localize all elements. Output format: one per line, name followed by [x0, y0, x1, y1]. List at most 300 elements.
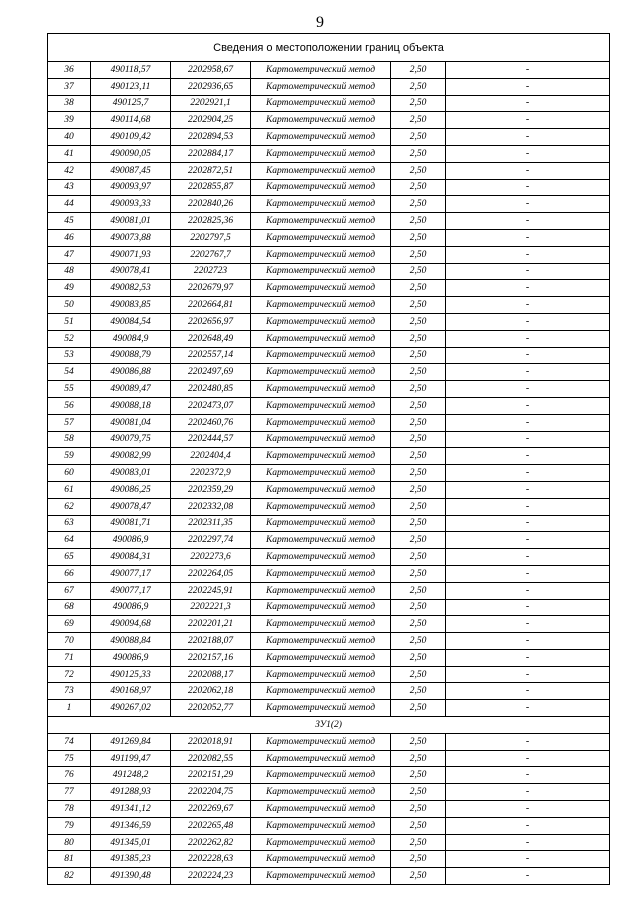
- method-cell: Картометрический метод: [251, 145, 391, 162]
- method-cell: Картометрический метод: [251, 162, 391, 179]
- coordinate-y: 2202884,17: [171, 145, 251, 162]
- point-number: 60: [48, 465, 91, 482]
- coordinate-y: 2202921,1: [171, 95, 251, 112]
- coordinate-y: 2202052,77: [171, 700, 251, 717]
- table-row: [48, 397, 610, 414]
- table-row: [48, 784, 610, 801]
- table-row: [48, 683, 610, 700]
- accuracy-cell: 2,50: [391, 733, 446, 750]
- description-cell: -: [446, 481, 610, 498]
- table-row: [48, 465, 610, 482]
- table-row: [48, 582, 610, 599]
- point-number: 69: [48, 616, 91, 633]
- point-number: 49: [48, 280, 91, 297]
- point-number: 73: [48, 683, 91, 700]
- accuracy-cell: 2,50: [391, 179, 446, 196]
- coordinate-y: 2202894,53: [171, 129, 251, 146]
- point-number: 77: [48, 784, 91, 801]
- description-cell: -: [446, 196, 610, 213]
- table-row: [48, 666, 610, 683]
- accuracy-cell: 2,50: [391, 851, 446, 868]
- description-cell: -: [446, 465, 610, 482]
- coordinate-y: 2202767,7: [171, 246, 251, 263]
- table-row: [48, 616, 610, 633]
- coordinate-x: 490093,97: [91, 179, 171, 196]
- coordinate-x: 491341,12: [91, 801, 171, 818]
- point-number: 68: [48, 599, 91, 616]
- coordinate-x: 490083,01: [91, 465, 171, 482]
- description-cell: -: [446, 364, 610, 381]
- coordinate-x: 490109,42: [91, 129, 171, 146]
- method-cell: Картометрический метод: [251, 229, 391, 246]
- coordinate-y: 2202264,05: [171, 565, 251, 582]
- accuracy-cell: 2,50: [391, 280, 446, 297]
- method-cell: Картометрический метод: [251, 330, 391, 347]
- coordinate-x: 490125,7: [91, 95, 171, 112]
- description-cell: -: [446, 381, 610, 398]
- coordinate-y: 2202332,08: [171, 498, 251, 515]
- description-cell: -: [446, 95, 610, 112]
- point-number: 41: [48, 145, 91, 162]
- coordinate-x: 490088,84: [91, 633, 171, 650]
- description-cell: -: [446, 834, 610, 851]
- point-number: 59: [48, 448, 91, 465]
- table-row: [48, 280, 610, 297]
- point-number: 64: [48, 532, 91, 549]
- method-cell: Картометрический метод: [251, 633, 391, 650]
- table-title: Сведения о местоположении границ объекта: [48, 34, 610, 62]
- table-row: [48, 196, 610, 213]
- coordinate-y: 2202245,91: [171, 582, 251, 599]
- method-cell: Картометрический метод: [251, 649, 391, 666]
- table-row: [48, 834, 610, 851]
- point-number: 81: [48, 851, 91, 868]
- coordinate-x: 490094,68: [91, 616, 171, 633]
- coordinate-x: 490081,71: [91, 515, 171, 532]
- coordinate-x: 490114,68: [91, 112, 171, 129]
- coordinate-x: 490086,88: [91, 364, 171, 381]
- accuracy-cell: 2,50: [391, 868, 446, 885]
- accuracy-cell: 2,50: [391, 767, 446, 784]
- point-number: 70: [48, 633, 91, 650]
- accuracy-cell: 2,50: [391, 397, 446, 414]
- coordinate-x: 490086,9: [91, 532, 171, 549]
- accuracy-cell: 2,50: [391, 498, 446, 515]
- table-row: [48, 263, 610, 280]
- coordinate-x: 490084,9: [91, 330, 171, 347]
- point-number: 72: [48, 666, 91, 683]
- coordinate-x: 490086,9: [91, 649, 171, 666]
- point-number: 66: [48, 565, 91, 582]
- description-cell: -: [446, 784, 610, 801]
- description-cell: -: [446, 868, 610, 885]
- accuracy-cell: 2,50: [391, 381, 446, 398]
- description-cell: -: [446, 801, 610, 818]
- coordinate-x: 491269,84: [91, 733, 171, 750]
- description-cell: -: [446, 817, 610, 834]
- method-cell: Картометрический метод: [251, 750, 391, 767]
- table-row: [48, 431, 610, 448]
- coordinate-y: 2202359,29: [171, 481, 251, 498]
- accuracy-cell: 2,50: [391, 95, 446, 112]
- accuracy-cell: 2,50: [391, 213, 446, 230]
- point-number: 36: [48, 62, 91, 79]
- coordinate-y: 2202088,17: [171, 666, 251, 683]
- table-row: [48, 532, 610, 549]
- coordinate-x: 490125,33: [91, 666, 171, 683]
- table-row: [48, 868, 610, 885]
- coordinate-x: 490089,47: [91, 381, 171, 398]
- table-row: [48, 700, 610, 717]
- accuracy-cell: 2,50: [391, 330, 446, 347]
- method-cell: Картометрический метод: [251, 431, 391, 448]
- description-cell: -: [446, 532, 610, 549]
- coordinate-y: 2202444,57: [171, 431, 251, 448]
- table-row: [48, 129, 610, 146]
- method-cell: Картометрический метод: [251, 784, 391, 801]
- accuracy-cell: 2,50: [391, 582, 446, 599]
- boundary-coordinates-table: [47, 33, 610, 885]
- table-row: [48, 145, 610, 162]
- method-cell: Картометрический метод: [251, 565, 391, 582]
- table-row: [48, 750, 610, 767]
- description-cell: -: [446, 347, 610, 364]
- method-cell: Картометрический метод: [251, 364, 391, 381]
- coordinate-x: 491345,01: [91, 834, 171, 851]
- table-row: [48, 364, 610, 381]
- point-number: 42: [48, 162, 91, 179]
- description-cell: -: [446, 397, 610, 414]
- coordinate-y: 2202904,25: [171, 112, 251, 129]
- accuracy-cell: 2,50: [391, 633, 446, 650]
- coordinate-x: 490071,93: [91, 246, 171, 263]
- point-number: 1: [48, 700, 91, 717]
- coordinate-x: 491390,48: [91, 868, 171, 885]
- table-row: [48, 801, 610, 818]
- method-cell: Картометрический метод: [251, 549, 391, 566]
- table-row: [48, 498, 610, 515]
- coordinate-x: 490087,45: [91, 162, 171, 179]
- description-cell: -: [446, 78, 610, 95]
- method-cell: Картометрический метод: [251, 397, 391, 414]
- method-cell: Картометрический метод: [251, 683, 391, 700]
- point-number: 40: [48, 129, 91, 146]
- description-cell: -: [446, 565, 610, 582]
- method-cell: Картометрический метод: [251, 582, 391, 599]
- table-row: [48, 229, 610, 246]
- point-number: 57: [48, 414, 91, 431]
- table-row: [48, 515, 610, 532]
- point-number: 71: [48, 649, 91, 666]
- description-cell: -: [446, 448, 610, 465]
- method-cell: Картометрический метод: [251, 297, 391, 314]
- method-cell: Картометрический метод: [251, 851, 391, 868]
- table-row: [48, 767, 610, 784]
- description-cell: -: [446, 599, 610, 616]
- coordinate-x: 490081,04: [91, 414, 171, 431]
- point-number: 43: [48, 179, 91, 196]
- coordinate-x: 490168,97: [91, 683, 171, 700]
- description-cell: -: [446, 330, 610, 347]
- point-number: 37: [48, 78, 91, 95]
- coordinate-x: 490083,85: [91, 297, 171, 314]
- coordinate-y: 2202958,67: [171, 62, 251, 79]
- coordinate-y: 2202188,07: [171, 633, 251, 650]
- coordinate-y: 2202201,21: [171, 616, 251, 633]
- coordinate-y: 2202825,36: [171, 213, 251, 230]
- description-cell: -: [446, 498, 610, 515]
- point-number: 51: [48, 313, 91, 330]
- accuracy-cell: 2,50: [391, 666, 446, 683]
- description-cell: -: [446, 229, 610, 246]
- accuracy-cell: 2,50: [391, 364, 446, 381]
- description-cell: -: [446, 179, 610, 196]
- table-row: [48, 565, 610, 582]
- method-cell: Картометрический метод: [251, 196, 391, 213]
- method-cell: Картометрический метод: [251, 498, 391, 515]
- coordinate-y: 2202840,26: [171, 196, 251, 213]
- coordinate-y: 2202297,74: [171, 532, 251, 549]
- table-row: [48, 246, 610, 263]
- point-number: 82: [48, 868, 91, 885]
- table-row: [48, 448, 610, 465]
- coordinate-y: 2202797,5: [171, 229, 251, 246]
- coordinate-x: 490090,05: [91, 145, 171, 162]
- coordinate-x: 491199,47: [91, 750, 171, 767]
- method-cell: Картометрический метод: [251, 834, 391, 851]
- description-cell: -: [446, 263, 610, 280]
- point-number: 65: [48, 549, 91, 566]
- description-cell: -: [446, 246, 610, 263]
- method-cell: Картометрический метод: [251, 179, 391, 196]
- point-number: 58: [48, 431, 91, 448]
- coordinate-y: 2202497,69: [171, 364, 251, 381]
- method-cell: Картометрический метод: [251, 213, 391, 230]
- method-cell: Картометрический метод: [251, 666, 391, 683]
- method-cell: Картометрический метод: [251, 801, 391, 818]
- coordinate-x: 490118,57: [91, 62, 171, 79]
- method-cell: Картометрический метод: [251, 95, 391, 112]
- table-title-row: [48, 34, 610, 62]
- coordinate-y: 2202473,07: [171, 397, 251, 414]
- page-number: 9: [316, 14, 324, 31]
- coordinate-y: 2202018,91: [171, 733, 251, 750]
- coordinate-y: 2202062,18: [171, 683, 251, 700]
- point-number: 80: [48, 834, 91, 851]
- accuracy-cell: 2,50: [391, 784, 446, 801]
- point-number: 38: [48, 95, 91, 112]
- description-cell: -: [446, 767, 610, 784]
- coordinate-y: 2202265,48: [171, 817, 251, 834]
- table-row: [48, 78, 610, 95]
- coordinate-x: 490123,11: [91, 78, 171, 95]
- point-number: 48: [48, 263, 91, 280]
- table-row: [48, 481, 610, 498]
- coordinate-y: 2202082,55: [171, 750, 251, 767]
- coordinate-y: 2202269,67: [171, 801, 251, 818]
- section-label: ЗУ1(2): [48, 717, 610, 734]
- table-row: [48, 213, 610, 230]
- point-number: 50: [48, 297, 91, 314]
- coordinate-x: 491248,2: [91, 767, 171, 784]
- table-row: [48, 414, 610, 431]
- accuracy-cell: 2,50: [391, 549, 446, 566]
- accuracy-cell: 2,50: [391, 532, 446, 549]
- accuracy-cell: 2,50: [391, 62, 446, 79]
- method-cell: Картометрический метод: [251, 129, 391, 146]
- coordinate-x: 490079,75: [91, 431, 171, 448]
- description-cell: -: [446, 129, 610, 146]
- method-cell: Картометрический метод: [251, 246, 391, 263]
- description-cell: -: [446, 700, 610, 717]
- description-cell: -: [446, 515, 610, 532]
- method-cell: Картометрический метод: [251, 616, 391, 633]
- point-number: 63: [48, 515, 91, 532]
- coordinate-y: 2202648,49: [171, 330, 251, 347]
- accuracy-cell: 2,50: [391, 297, 446, 314]
- accuracy-cell: 2,50: [391, 263, 446, 280]
- accuracy-cell: 2,50: [391, 78, 446, 95]
- coordinate-y: 2202480,85: [171, 381, 251, 398]
- method-cell: Картометрический метод: [251, 481, 391, 498]
- description-cell: -: [446, 280, 610, 297]
- method-cell: Картометрический метод: [251, 62, 391, 79]
- coordinate-x: 491385,23: [91, 851, 171, 868]
- coordinate-y: 2202224,23: [171, 868, 251, 885]
- description-cell: -: [446, 145, 610, 162]
- point-number: 47: [48, 246, 91, 263]
- point-number: 79: [48, 817, 91, 834]
- method-cell: Картометрический метод: [251, 347, 391, 364]
- point-number: 56: [48, 397, 91, 414]
- accuracy-cell: 2,50: [391, 246, 446, 263]
- point-number: 78: [48, 801, 91, 818]
- point-number: 61: [48, 481, 91, 498]
- point-number: 55: [48, 381, 91, 398]
- table-row: [48, 599, 610, 616]
- method-cell: Картометрический метод: [251, 381, 391, 398]
- coordinate-y: 2202151,29: [171, 767, 251, 784]
- method-cell: Картометрический метод: [251, 112, 391, 129]
- coordinate-y: 2202372,9: [171, 465, 251, 482]
- table-row: [48, 313, 610, 330]
- description-cell: -: [446, 112, 610, 129]
- description-cell: -: [446, 733, 610, 750]
- description-cell: -: [446, 414, 610, 431]
- table-row: [48, 162, 610, 179]
- accuracy-cell: 2,50: [391, 515, 446, 532]
- coordinate-x: 490078,47: [91, 498, 171, 515]
- accuracy-cell: 2,50: [391, 162, 446, 179]
- description-cell: -: [446, 297, 610, 314]
- coordinate-y: 2202557,14: [171, 347, 251, 364]
- description-cell: -: [446, 750, 610, 767]
- method-cell: Картометрический метод: [251, 263, 391, 280]
- table-row: [48, 112, 610, 129]
- point-number: 74: [48, 733, 91, 750]
- accuracy-cell: 2,50: [391, 801, 446, 818]
- description-cell: -: [446, 851, 610, 868]
- coordinate-x: 490073,88: [91, 229, 171, 246]
- description-cell: -: [446, 683, 610, 700]
- coordinate-y: 2202664,81: [171, 297, 251, 314]
- method-cell: Картометрический метод: [251, 448, 391, 465]
- table-row: [48, 649, 610, 666]
- description-cell: -: [446, 313, 610, 330]
- accuracy-cell: 2,50: [391, 683, 446, 700]
- coordinate-y: 2202723: [171, 263, 251, 280]
- method-cell: Картометрический метод: [251, 532, 391, 549]
- description-cell: -: [446, 616, 610, 633]
- accuracy-cell: 2,50: [391, 700, 446, 717]
- coordinate-x: 491288,93: [91, 784, 171, 801]
- coordinate-x: 490267,02: [91, 700, 171, 717]
- coordinate-x: 490086,25: [91, 481, 171, 498]
- coordinate-y: 2202157,16: [171, 649, 251, 666]
- coordinate-y: 2202204,75: [171, 784, 251, 801]
- accuracy-cell: 2,50: [391, 196, 446, 213]
- method-cell: Картометрический метод: [251, 414, 391, 431]
- table-row: [48, 633, 610, 650]
- coordinate-x: 490081,01: [91, 213, 171, 230]
- point-number: 44: [48, 196, 91, 213]
- table-row: [48, 179, 610, 196]
- table-row: [48, 549, 610, 566]
- point-number: 39: [48, 112, 91, 129]
- method-cell: Картометрический метод: [251, 733, 391, 750]
- coordinate-x: 490086,9: [91, 599, 171, 616]
- point-number: 62: [48, 498, 91, 515]
- accuracy-cell: 2,50: [391, 129, 446, 146]
- accuracy-cell: 2,50: [391, 565, 446, 582]
- coordinate-y: 2202273,6: [171, 549, 251, 566]
- coordinate-x: 490077,17: [91, 565, 171, 582]
- accuracy-cell: 2,50: [391, 414, 446, 431]
- method-cell: Картометрический метод: [251, 767, 391, 784]
- coordinate-x: 490077,17: [91, 582, 171, 599]
- table-row: [48, 381, 610, 398]
- accuracy-cell: 2,50: [391, 347, 446, 364]
- method-cell: Картометрический метод: [251, 817, 391, 834]
- method-cell: Картометрический метод: [251, 78, 391, 95]
- description-cell: -: [446, 549, 610, 566]
- coordinate-x: 490088,79: [91, 347, 171, 364]
- point-number: 45: [48, 213, 91, 230]
- description-cell: -: [446, 431, 610, 448]
- accuracy-cell: 2,50: [391, 817, 446, 834]
- method-cell: Картометрический метод: [251, 515, 391, 532]
- accuracy-cell: 2,50: [391, 112, 446, 129]
- accuracy-cell: 2,50: [391, 145, 446, 162]
- table-row: [48, 347, 610, 364]
- accuracy-cell: 2,50: [391, 481, 446, 498]
- accuracy-cell: 2,50: [391, 313, 446, 330]
- table-row: [48, 817, 610, 834]
- accuracy-cell: 2,50: [391, 448, 446, 465]
- description-cell: -: [446, 162, 610, 179]
- table-row: [48, 297, 610, 314]
- accuracy-cell: 2,50: [391, 616, 446, 633]
- coordinate-x: 490082,99: [91, 448, 171, 465]
- method-cell: Картометрический метод: [251, 465, 391, 482]
- point-number: 75: [48, 750, 91, 767]
- section-row: [48, 717, 610, 734]
- point-number: 53: [48, 347, 91, 364]
- coordinate-y: 2202228,63: [171, 851, 251, 868]
- coordinate-y: 2202460,76: [171, 414, 251, 431]
- table-row: [48, 95, 610, 112]
- description-cell: -: [446, 213, 610, 230]
